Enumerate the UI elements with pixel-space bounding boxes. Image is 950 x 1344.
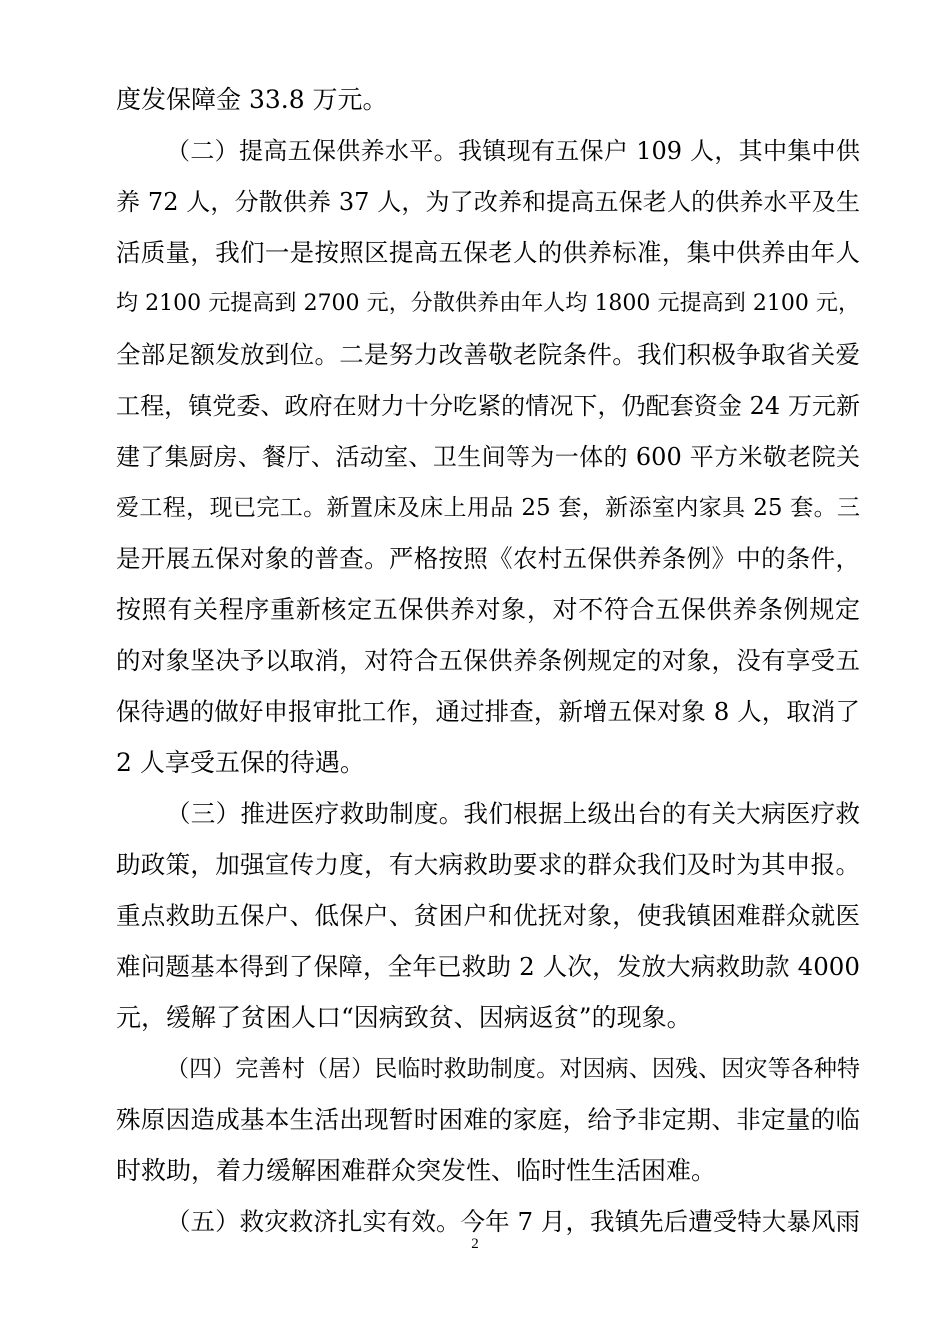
- text-line: 养 72 人，分散供养 37 人，为了改养和提高五保老人的供养水平及生: [116, 188, 860, 216]
- text-line: 保待遇的做好申报审批工作，通过排查，新增五保对象 8 人，取消了: [116, 697, 860, 726]
- text-line: 殊原因造成基本生活出现暂时困难的家庭，给予非定期、非定量的临: [116, 1105, 860, 1134]
- paragraph-2-heading-line: （二）提高五保供养水平。我镇现有五保户 109 人，其中集中供: [166, 137, 860, 165]
- text-line: 度发保障金 33.8 万元。: [116, 85, 388, 114]
- text-line: 按照有关程序重新核定五保供养对象，对不符合五保供养条例规定: [116, 595, 860, 624]
- text-line: 2 人享受五保的待遇。: [116, 748, 365, 777]
- text-line: 重点救助五保户、低保户、贫困户和优抚对象，使我镇困难群众就医: [116, 901, 860, 930]
- paragraph-4-heading-line: （四）完善村（居）民临时救助制度。对因病、因残、因灾等各种特: [166, 1056, 860, 1082]
- text-line: 是开展五保对象的普查。严格按照《农村五保供养条例》中的条件，: [116, 544, 860, 573]
- text-line: 难问题基本得到了保障，全年已救助 2 人次，发放大病救助款 4000: [116, 952, 860, 981]
- text-line: 爱工程，现已完工。新置床及床上用品 25 套，新添室内家具 25 套。三: [116, 495, 860, 521]
- text-line: 均 2100 元提高到 2700 元，分散供养由年人均 1800 元提高到 2100 元，: [116, 291, 860, 316]
- text-line: 时救助，着力缓解困难群众突发性、临时性生活困难。: [116, 1156, 717, 1185]
- text-line: 的对象坚决予以取消，对符合五保供养条例规定的对象，没有享受五: [116, 646, 860, 675]
- text-line: 元，缓解了贫困人口“因病致贫、因病返贫”的现象。: [116, 1003, 692, 1032]
- text-line: 助政策，加强宣传力度，有大病救助要求的群众我们及时为其申报。: [116, 850, 860, 879]
- text-line: 建了集厨房、餐厅、活动室、卫生间等为一体的 600 平方米敬老院关: [116, 443, 860, 471]
- text-line: 全部足额发放到位。二是努力改善敬老院条件。我们积极争取省关爱: [116, 340, 860, 369]
- text-line: 活质量，我们一是按照区提高五保老人的供养标准，集中供养由年人: [116, 238, 860, 267]
- paragraph-5-heading-line: （五）救灾救济扎实有效。今年 7 月，我镇先后遭受特大暴风雨: [166, 1207, 860, 1236]
- text-line: 工程，镇党委、政府在财力十分吃紧的情况下，仍配套资金 24 万元新: [116, 392, 860, 420]
- page-number: 2: [471, 1236, 479, 1252]
- paragraph-3-heading-line: （三）推进医疗救助制度。我们根据上级出台的有关大病医疗救: [166, 799, 860, 828]
